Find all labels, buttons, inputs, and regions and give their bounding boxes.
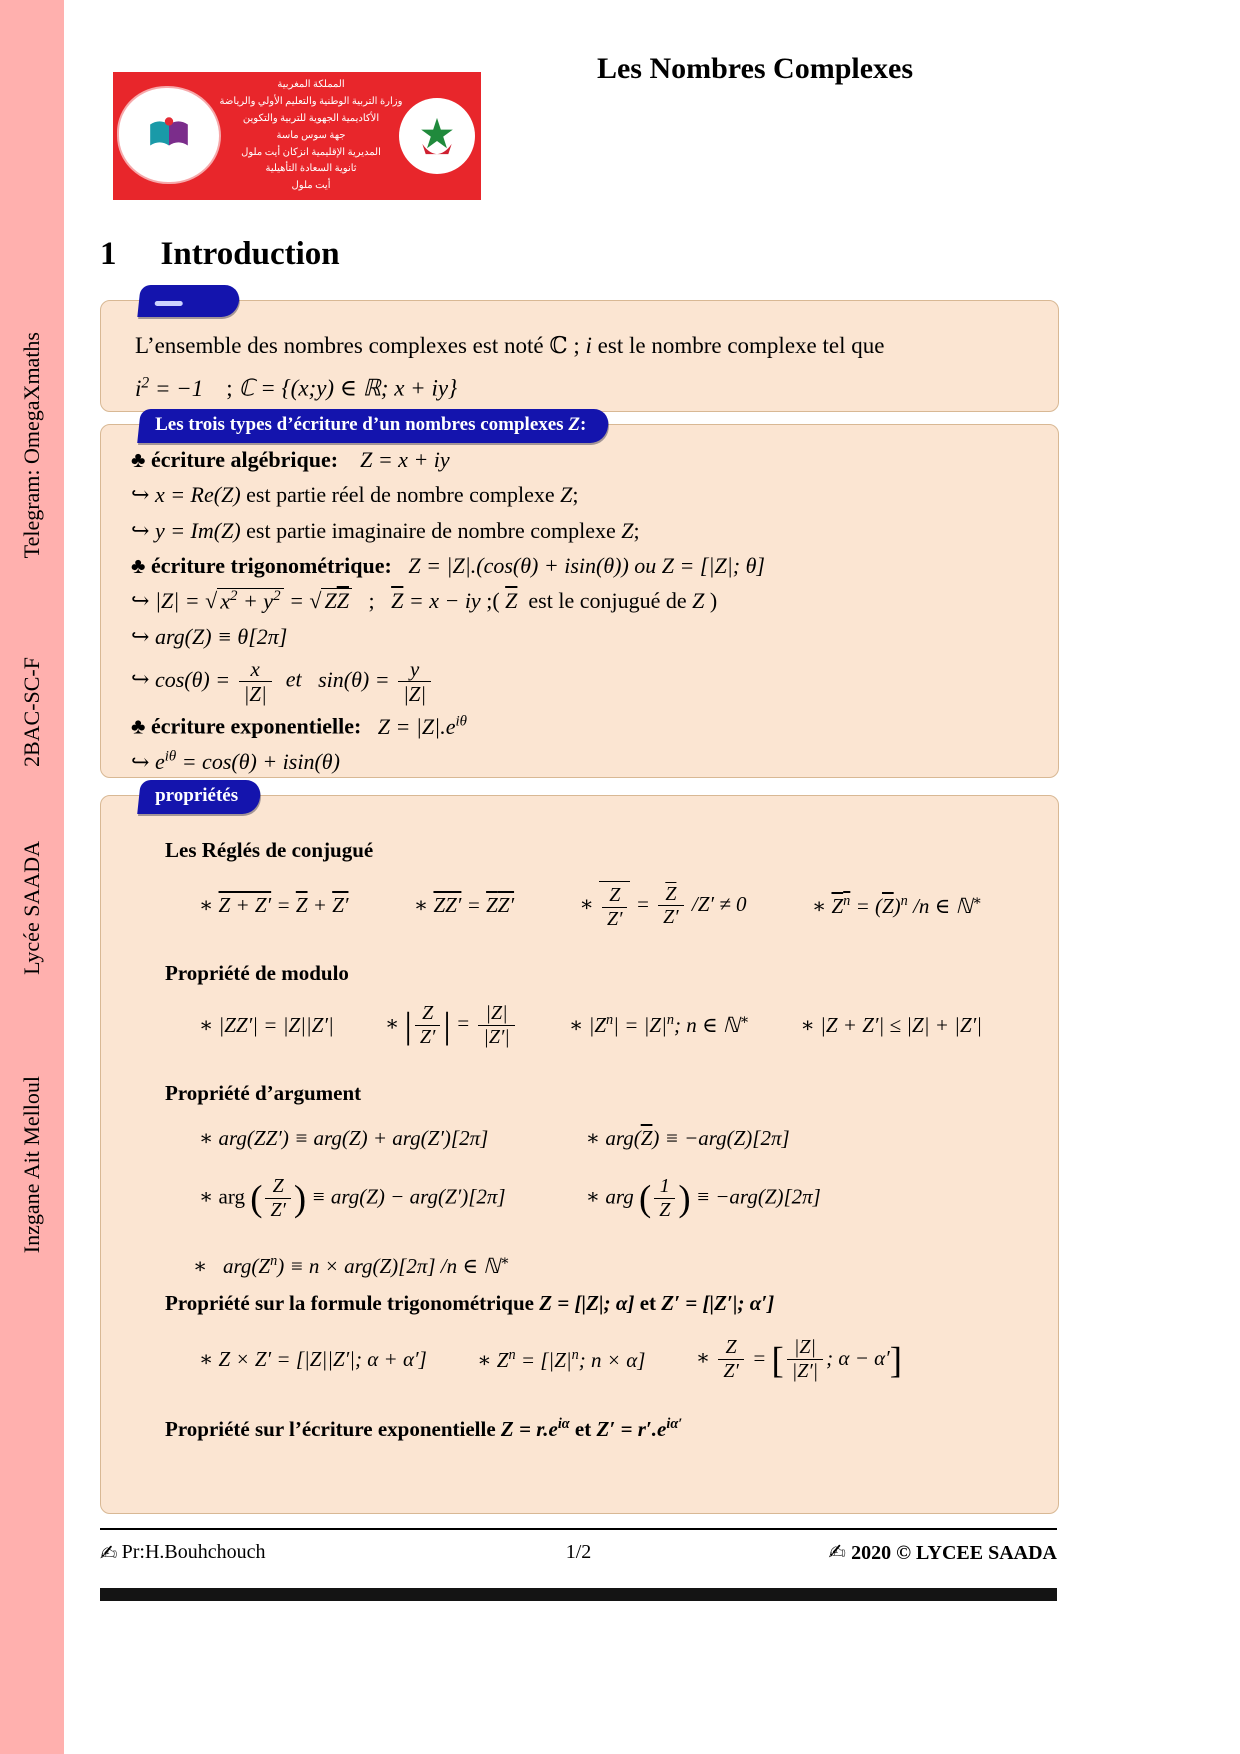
sidebar-item-class: [0, 645, 64, 780]
conjugate-rules-row: [137, 881, 1022, 931]
formula-item: ∗ $\frac{Z}{Z'}$ = $\frac{\overline{Z}}{Z'}$ /Z′ ≠ 0: [579, 882, 747, 930]
formula-item: ∗ arg ( $\frac{1}{Z}$ ) ≡ −arg(Z)[2π]: [585, 1175, 821, 1222]
argument-rules-row-2: [137, 1167, 1022, 1231]
formula-item: ∗ arg(ZZ′) ≡ arg(Z) + arg(Z′)[2π]: [199, 1125, 489, 1150]
formula-item: ∗ |ZZ′| = |Z||Z′|: [199, 1012, 334, 1037]
property-heading-modulo: Propriété de modulo: [165, 960, 349, 985]
left-sidebar: [0, 0, 64, 1754]
sidebar-label: Telegram: OmegaXmaths: [19, 331, 44, 559]
definition-box: [100, 300, 1059, 412]
arabic-line: أيت ملول: [291, 180, 331, 192]
modulo-rules-row: [137, 1002, 1022, 1049]
sidebar-label: Lycée SAADA: [19, 841, 44, 975]
formula-line: ↪ x = Re(Z) est partie réel de nombre complexe Z;: [131, 482, 579, 508]
formula-line: ♣ écriture exponentielle: $Z = |Z|.e^{i\theta}$: [131, 713, 467, 739]
formula-item: ∗ $Z^n = (\overline{Z})^n$ /n ∈ ℕ∗: [811, 892, 982, 918]
writing-types-tab: [137, 409, 610, 443]
definition-content: [101, 301, 1058, 407]
formula-item: ∗ $|Z^n| = |Z|^n$; n ∈ ℕ∗: [569, 1012, 750, 1038]
open-book-icon: [146, 114, 192, 156]
copyright-text: 2020 © LYCEE SAADA: [851, 1542, 1057, 1564]
sidebar-item-telegram: [0, 315, 64, 575]
writing-types-box: [100, 414, 1059, 778]
arabic-line: وزارة التربية الوطنية والتعليم الأولي والرياضة: [219, 96, 403, 108]
arabic-header-text: [217, 77, 405, 195]
formula-item: ∗ $Z + Z' = \overline{Z} + Z'$: [199, 893, 349, 918]
property-heading-exponential: Propriété sur l’écriture exponentielle $Z = r.e^{i\alpha}$ et $Z' = r'.e^{i\alpha'}$: [165, 1415, 683, 1441]
academy-logo-icon: [119, 88, 219, 182]
arabic-line: المملكة المغربية: [277, 79, 345, 91]
argument-rules-row-1: [137, 1126, 1022, 1151]
sidebar-label: Inzgane Ait Melloul: [19, 1076, 44, 1254]
formula-item: ∗ arg ( $\frac{Z}{Z'}$ ) ≡ arg(Z) − arg(Z′)[2π]: [199, 1175, 506, 1222]
formula-item: ∗ $arg(\overline{Z}) \equiv -arg(Z)[2\pi]$: [585, 1125, 790, 1150]
properties-tab: [137, 780, 262, 814]
arabic-line: جهة سوس ماسة: [276, 129, 346, 141]
formula-line: ↪ |Z| = √ $x^2 + y^2$ = √ $Z\overline{Z}$ ; $\overline{Z} = x$ − iy ;( $\overline{Z}$ est le conjugué de Z ): [131, 588, 718, 614]
footer-rule: [100, 1528, 1057, 1530]
properties-content: [101, 796, 1058, 1442]
arabic-line: ثانوية السعادة التأهيلية: [265, 163, 357, 175]
arabic-line: الأكاديمية الجهوية للتربية والتكوين: [242, 112, 380, 124]
page-title: Les Nombres Complexes: [596, 52, 914, 85]
formula-line: ♣ écriture trigonométrique: Z = |Z|.(cos(θ) + isin(θ)) ou Z = [|Z|; θ]: [131, 553, 765, 579]
footer: [100, 1540, 1057, 1565]
formula-item: ∗ $arg(Z^n) \equiv n \times arg(Z)[2\pi]$ /n ∈ ℕ∗: [193, 1252, 510, 1278]
tab-dash-icon: [155, 301, 183, 306]
pen-icon: ✍: [100, 1540, 118, 1565]
writing-types-content: [101, 425, 1058, 778]
school-header-banner: [113, 72, 481, 200]
formula-line: ↪ cos(θ) = $\frac{x}{|Z|}$ et sin(θ) = $\frac{y}{|Z|}$: [131, 657, 1034, 706]
coat-of-arms-icon: [399, 98, 475, 174]
section-heading: [100, 236, 340, 273]
footer-copyright: [591, 1540, 1057, 1565]
definition-tab: [137, 285, 240, 317]
property-heading-conjugate: Les Réglés de conjugué: [165, 838, 374, 862]
formula-line: ↪ $e^{i\theta} = \cos(\theta) + isin(\theta)$: [131, 748, 340, 775]
section-number: 1: [100, 236, 117, 272]
property-heading-argument: Propriété d’argument: [165, 1080, 362, 1105]
definition-line: L’ensemble des nombres complexes est noté ℂ ; i est le nombre complexe tel que: [135, 333, 885, 358]
definition-line: $i^2 = -1$ ; ℂ = {(x;y) ∈ ℝ; x + iy}: [135, 374, 458, 401]
sidebar-item-city: [0, 1060, 64, 1270]
page-number: 1/2: [565, 1541, 592, 1563]
argument-rules-row-3: [137, 1253, 1022, 1279]
morocco-emblem-icon: [411, 110, 463, 162]
pen-icon: ✍: [828, 1540, 847, 1564]
tab-label: propriétés: [155, 785, 239, 806]
formula-line: ♣ écriture algébrique: Z = x + iy: [131, 447, 450, 472]
formula-item: ∗ $ZZ' = \overline{Z}Z'$: [413, 893, 515, 918]
page-bottom-bar: [100, 1588, 1057, 1601]
formula-item: ∗ |Z + Z′| ≤ |Z| + |Z′|: [800, 1012, 982, 1037]
formula-item: ∗ | $\frac{Z}{Z'}$ | = $\frac{|Z|}{|Z'|}$: [385, 1002, 518, 1049]
trigonometric-rules-row: [137, 1330, 1022, 1390]
formula-line: ↪ y = Im(Z) est partie imaginaire de nombre complexe Z;: [131, 517, 640, 543]
property-heading-trigonometric: Propriété sur la formule trigonométrique Z = [|Z|; α] et Z′ = [|Z′|; α′]: [165, 1290, 775, 1315]
section-title: Introduction: [160, 236, 340, 272]
sidebar-item-school: [0, 838, 64, 978]
tab-label: Les trois types d’écriture d’un nombres complexes Z:: [155, 414, 587, 435]
formula-item: ∗ Z × Z′ = [|Z||Z′|; α + α′]: [199, 1347, 427, 1372]
properties-box: [100, 785, 1059, 1514]
footer-author: [100, 1541, 566, 1565]
formula-line: ↪ arg(Z) ≡ θ[2π]: [131, 623, 288, 649]
author-name: Pr:H.Bouhchouch: [121, 1541, 266, 1563]
arabic-line: المديرية الإقليمية انزكان أيت ملول: [241, 146, 381, 158]
sidebar-label: 2BAC-SC-F: [19, 657, 44, 768]
formula-item: ∗ $Z^n = [|Z|^n$; n × α]: [477, 1346, 646, 1372]
formula-item: ∗ $\frac{Z}{Z'}$ = [ $\frac{|Z|}{|Z'|}$ ; α − α′]: [695, 1336, 902, 1383]
